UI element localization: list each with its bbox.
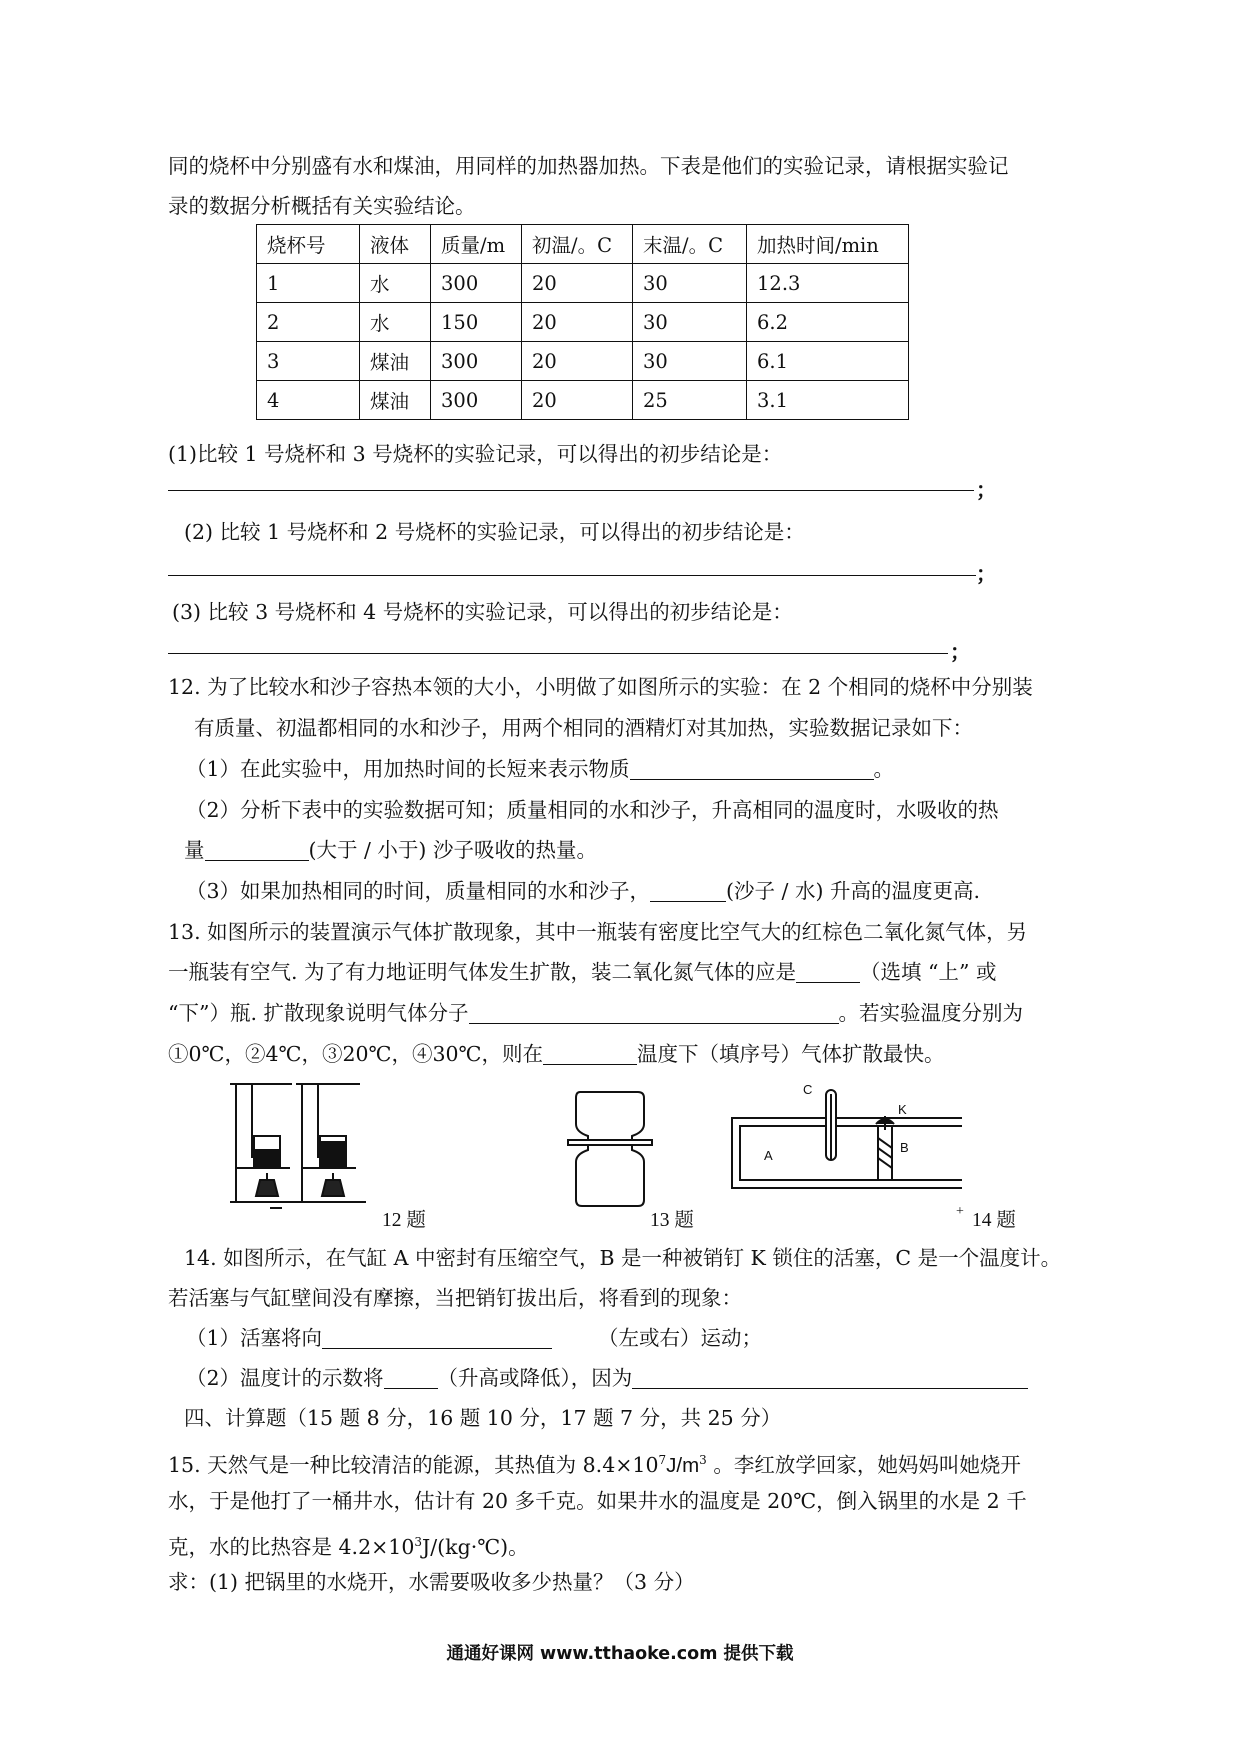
table-row [257, 342, 909, 381]
intro-line-1: 同的烧杯中分别盛有水和煤油，用同样的加热器加热。下表是他们的实验记录，请根据实验记 [168, 154, 1009, 178]
figure-14-caption: 14 题 [972, 1210, 1016, 1231]
q11-part-2: (2) 比较 1 号烧杯和 2 号烧杯的实验记录，可以得出的初步结论是： [184, 520, 805, 544]
q14-blank-1[interactable] [322, 1326, 552, 1349]
q11-semicolon-3: ； [950, 640, 971, 664]
q15-exp-3: 3 [414, 1535, 423, 1549]
q13-blank-2[interactable] [469, 1001, 839, 1024]
q12-sub-1 [186, 755, 894, 783]
table-cell: 2 [257, 303, 360, 342]
table-cell: 20 [522, 264, 633, 303]
q13-blank-3[interactable] [543, 1042, 637, 1065]
table-cell: 20 [522, 381, 633, 420]
q14-sub-1-text: （1）活塞将向 [186, 1326, 323, 1350]
q12-line-2: 有质量、初温都相同的水和沙子，用两个相同的酒精灯对其加热，实验数据记录如下： [194, 716, 973, 740]
q13-line-2 [168, 958, 997, 986]
section-4-title: 四、计算题（15 题 8 分，16 题 10 分，17 题 7 分，共 25 分） [184, 1406, 782, 1430]
q12-sub-2-cont [184, 836, 597, 864]
q15-unit: J/m [666, 1453, 700, 1477]
q13-line-3-text: “下”）瓶. 扩散现象说明气体分子 [168, 1001, 469, 1025]
page-footer: 通通好课网 www.tthaoke.com 提供下载 [446, 1644, 794, 1664]
q13-blank-1[interactable] [796, 960, 860, 983]
table-cell: 4 [257, 381, 360, 420]
figure-14-label-k: K [898, 1102, 907, 1117]
table-cell: 300 [431, 342, 522, 381]
q13-line-4-end: 温度下（填序号）气体扩散最快。 [637, 1042, 945, 1066]
q12-sub-3-options: (沙子 / 水) 升高的温度更高. [726, 879, 981, 903]
q12-sub-2-options: (大于 / 小于) 沙子吸收的热量。 [308, 838, 597, 862]
q11-answer-line-2[interactable] [168, 575, 976, 576]
q15-line-4: 求：(1) 把锅里的水烧开，水需要吸收多少热量？（3 分） [168, 1570, 695, 1594]
table-cell: 3.1 [747, 381, 909, 420]
table-header-cell: 末温/。C [633, 225, 747, 264]
table-cell: 300 [431, 264, 522, 303]
q11-part-1: (1)比较 1 号烧杯和 3 号烧杯的实验记录，可以得出的初步结论是： [168, 442, 783, 466]
q11-semicolon-2: ； [976, 562, 997, 586]
q12-line-1: 12. 为了比较水和沙子容热本领的大小，小明做了如图所示的实验：在 2 个相同的烧杯中分别装 [168, 675, 1033, 699]
table-cell: 150 [431, 303, 522, 342]
table-cell: 25 [633, 381, 747, 420]
q14-sub-2-options: （升高或降低），因为 [437, 1366, 633, 1390]
q14-blank-2[interactable] [384, 1366, 438, 1389]
figure-14 [730, 1078, 966, 1190]
q12-sub-1-end: 。 [873, 757, 895, 781]
q12-blank-2[interactable] [205, 838, 309, 861]
intro-line-2: 录的数据分析概括有关实验结论。 [168, 194, 476, 218]
table-cell: 煤油 [360, 381, 431, 420]
table-row [257, 303, 909, 342]
q13-line-4-text: ①0℃，②4℃，③20℃，④30℃，则在 [168, 1042, 543, 1066]
q15-line-3-text: 克，水的比热容是 4.2×10 [168, 1534, 415, 1559]
q15-line-2: 水，于是他打了一桶井水，估计有 20 多千克。如果井水的温度是 20℃，倒入锅里的水是 2 千 [168, 1489, 1027, 1513]
q12-sub-2-word: 量 [184, 838, 205, 862]
table-row [257, 381, 909, 420]
q12-blank-3[interactable] [650, 879, 726, 902]
table-cell: 12.3 [747, 264, 909, 303]
table-cell: 20 [522, 303, 633, 342]
figure-14-plus-mark: + [956, 1204, 964, 1219]
q13-line-2-text: 一瓶装有空气. 为了有力地证明气体发生扩散，装二氧化氮气体的应是 [168, 960, 797, 984]
table-header-row [257, 225, 909, 264]
q12-sub-3 [186, 877, 980, 905]
table-header-cell: 液体 [360, 225, 431, 264]
q12-blank-1[interactable] [630, 757, 874, 780]
table-row [257, 264, 909, 303]
q13-line-3 [168, 999, 1023, 1027]
q13-line-1: 13. 如图所示的装置演示气体扩散现象，其中一瓶装有密度比空气大的红棕色二氧化氮气体，另 [168, 920, 1028, 944]
table-cell: 6.1 [747, 342, 909, 381]
q11-answer-line-1[interactable] [168, 490, 974, 491]
experiment-table [256, 224, 909, 420]
q12-sub-1-text: （1）在此实验中，用加热时间的长短来表示物质 [186, 757, 630, 781]
q11-part-3: (3) 比较 3 号烧杯和 4 号烧杯的实验记录，可以得出的初步结论是： [172, 600, 793, 624]
q14-sub-2-text: （2）温度计的示数将 [186, 1366, 384, 1390]
table-header-cell: 质量/m [431, 225, 522, 264]
q15-line-3-end: J/(kg·℃)。 [422, 1534, 529, 1559]
q14-line-1: 14. 如图所示，在气缸 A 中密封有压缩空气，B 是一种被销钉 K 锁住的活塞，C 是一个温度计。 [184, 1246, 1062, 1270]
q13-line-3-end: 。若实验温度分别为 [838, 1001, 1023, 1025]
q15-line-1-text: 15. 天然气是一种比较清洁的能源，其热值为 8.4×10 [168, 1452, 659, 1477]
table-header-cell: 烧杯号 [257, 225, 360, 264]
q12-sub-3-text: （3）如果加热相同的时间，质量相同的水和沙子， [186, 879, 651, 903]
table-cell: 30 [633, 264, 747, 303]
q15-line-3 [168, 1528, 529, 1561]
table-cell: 300 [431, 381, 522, 420]
q15-line-1 [168, 1446, 1021, 1480]
table-cell: 30 [633, 303, 747, 342]
table-cell: 水 [360, 264, 431, 303]
q14-sub-1-options: （左或右）运动； [598, 1326, 763, 1350]
table-cell: 水 [360, 303, 431, 342]
figure-12 [230, 1078, 370, 1210]
q15-line-1-end: 。李红放学回家，她妈妈叫她烧开 [706, 1452, 1021, 1477]
table-cell: 煤油 [360, 342, 431, 381]
q14-sub-2 [186, 1364, 1028, 1392]
q13-line-2-options: （选填 “上” 或 [860, 960, 997, 984]
figure-14-label-b: B [900, 1140, 909, 1155]
figure-13 [566, 1088, 656, 1212]
table-header-cell: 加热时间/min [747, 225, 909, 264]
figure-14-label-a: A [764, 1148, 773, 1163]
q11-semicolon-1: ； [976, 478, 997, 502]
q13-line-4 [168, 1040, 945, 1068]
table-cell: 6.2 [747, 303, 909, 342]
figure-14-label-c: C [803, 1082, 813, 1097]
table-cell: 1 [257, 264, 360, 303]
q15-exp-2: 3 [699, 1453, 707, 1467]
table-cell: 3 [257, 342, 360, 381]
figure-12-caption: 12 题 [382, 1210, 426, 1231]
q14-blank-3[interactable] [632, 1366, 1028, 1389]
figure-13-caption: 13 题 [650, 1210, 694, 1231]
table-header-cell: 初温/。C [522, 225, 633, 264]
q14-sub-1 [186, 1324, 762, 1352]
q11-answer-line-3[interactable] [168, 653, 948, 654]
table-cell: 30 [633, 342, 747, 381]
q12-sub-2: （2）分析下表中的实验数据可知；质量相同的水和沙子，升高相同的温度时，水吸收的热 [186, 798, 999, 822]
q15-exp-1: 7 [658, 1453, 667, 1467]
q14-line-2: 若活塞与气缸壁间没有摩擦，当把销钉拔出后，将看到的现象： [168, 1286, 742, 1310]
table-cell: 20 [522, 342, 633, 381]
